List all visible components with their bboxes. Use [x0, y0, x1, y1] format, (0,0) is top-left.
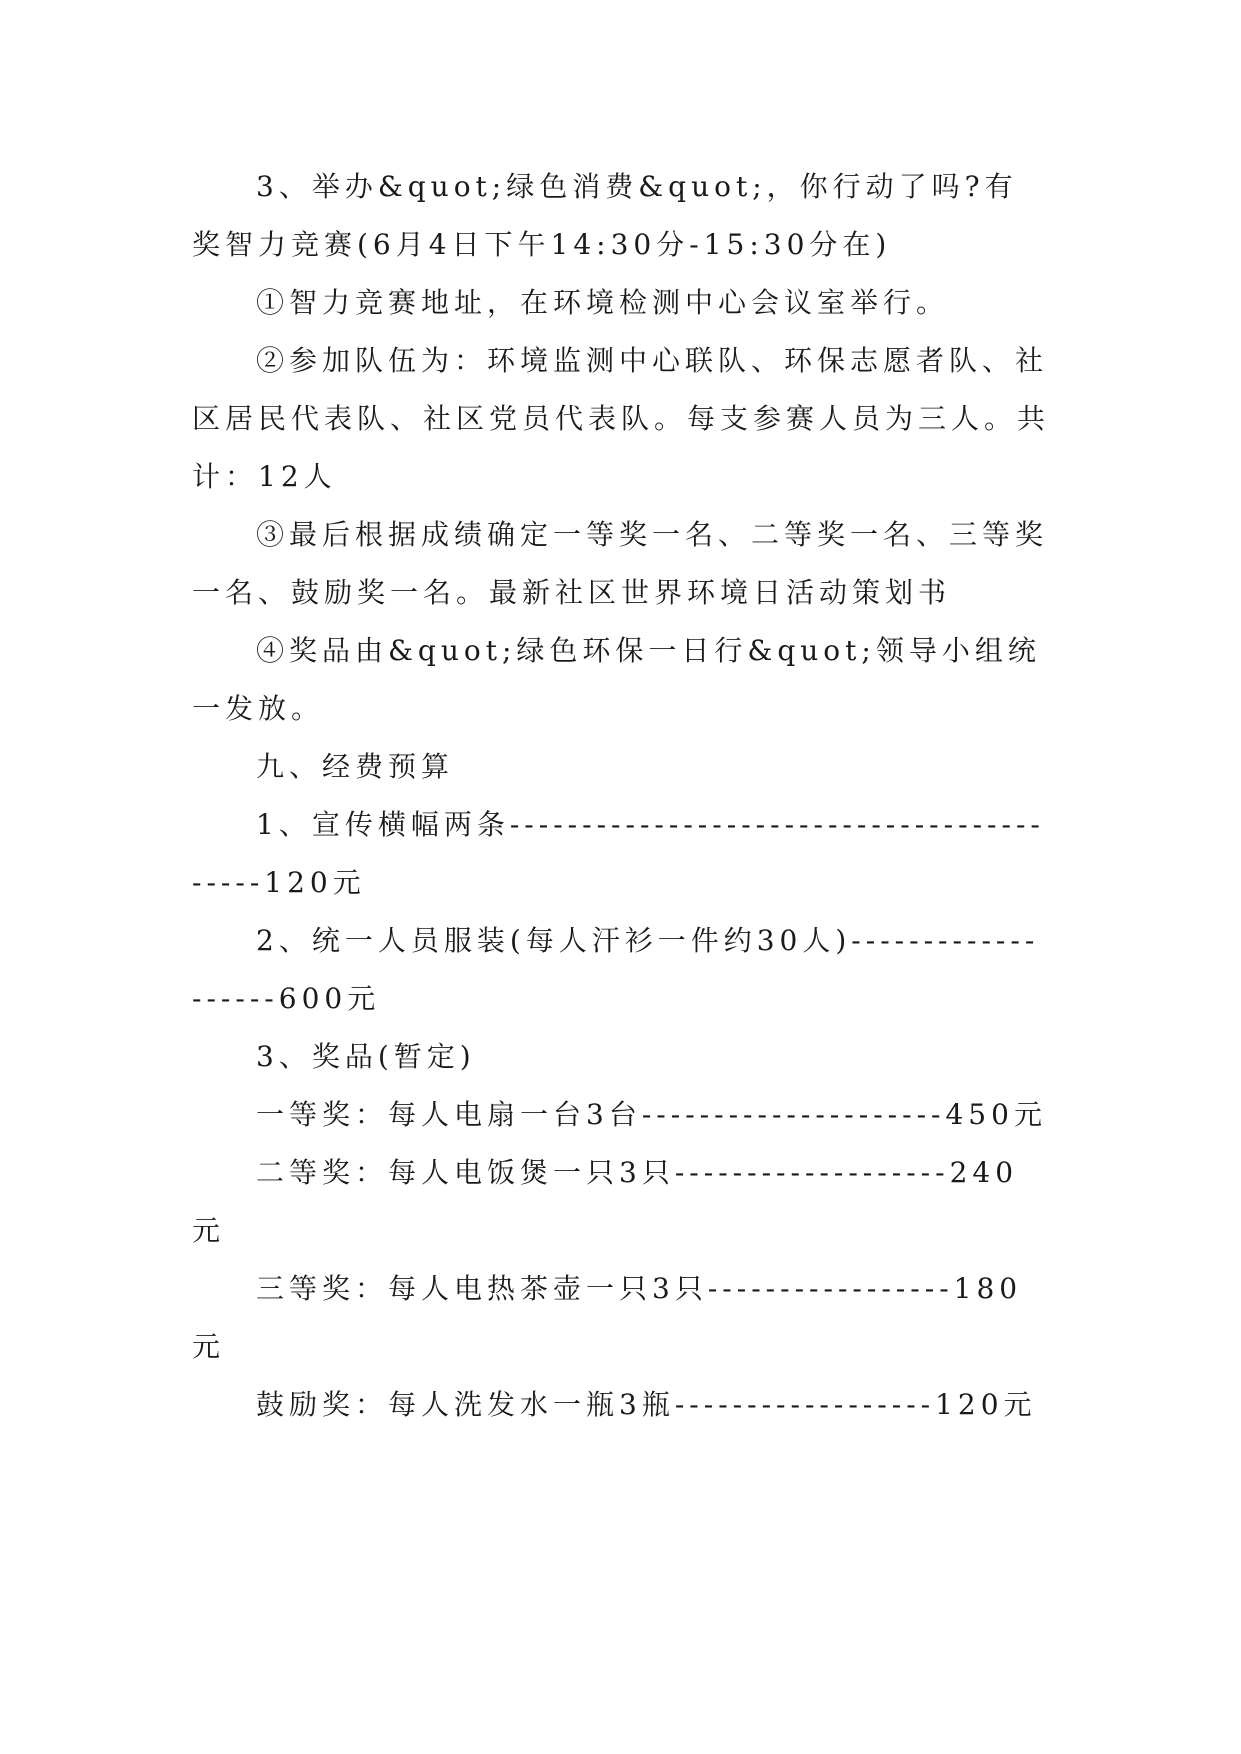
- document-body: [192, 158, 1050, 1434]
- paragraph-awards: ③最后根据成绩确定一等奖一名、二等奖一名、三等奖一名、鼓励奖一名。最新社区世界环境日活动策划书: [192, 518, 1049, 609]
- budget-item-banners: 1、宣传横幅两条------------------------------------------120元: [192, 808, 1045, 899]
- paragraph-teams: ②参加队伍为：环境监测中心联队、环保志愿者队、社区居民代表队、社区党员代表队。每支参赛人员为三人。共计：12人: [192, 344, 1051, 493]
- paragraph-quiz-event: 3、举办&quot;绿色消费&quot;，你行动了吗?有奖智力竞赛(6月4日下午14:30分-15:30分在): [192, 170, 1018, 261]
- budget-item-encouragement-prize: 鼓励奖：每人洗发水一瓶3瓶------------------120元: [256, 1388, 1037, 1421]
- budget-item-third-prize: 三等奖：每人电热茶壶一只3只-----------------180元: [192, 1272, 1023, 1363]
- budget-item-first-prize: 一等奖：每人电扇一台3台---------------------450元: [256, 1098, 1047, 1131]
- budget-item-second-prize: 二等奖：每人电饭煲一只3只-------------------240元: [192, 1156, 1019, 1247]
- paragraph-prize-distribution: ④奖品由&quot;绿色环保一日行&quot;领导小组统一发放。: [192, 634, 1041, 725]
- paragraph-quiz-location: ①智力竞赛地址，在环境检测中心会议室举行。: [256, 286, 950, 319]
- budget-item-uniforms: 2、统一人员服装(每人汗衫一件约30人)-------------------600元: [192, 924, 1040, 1015]
- budget-item-prizes-heading: 3、奖品(暂定): [256, 1040, 476, 1073]
- section-heading-budget: 九、经费预算: [256, 750, 455, 783]
